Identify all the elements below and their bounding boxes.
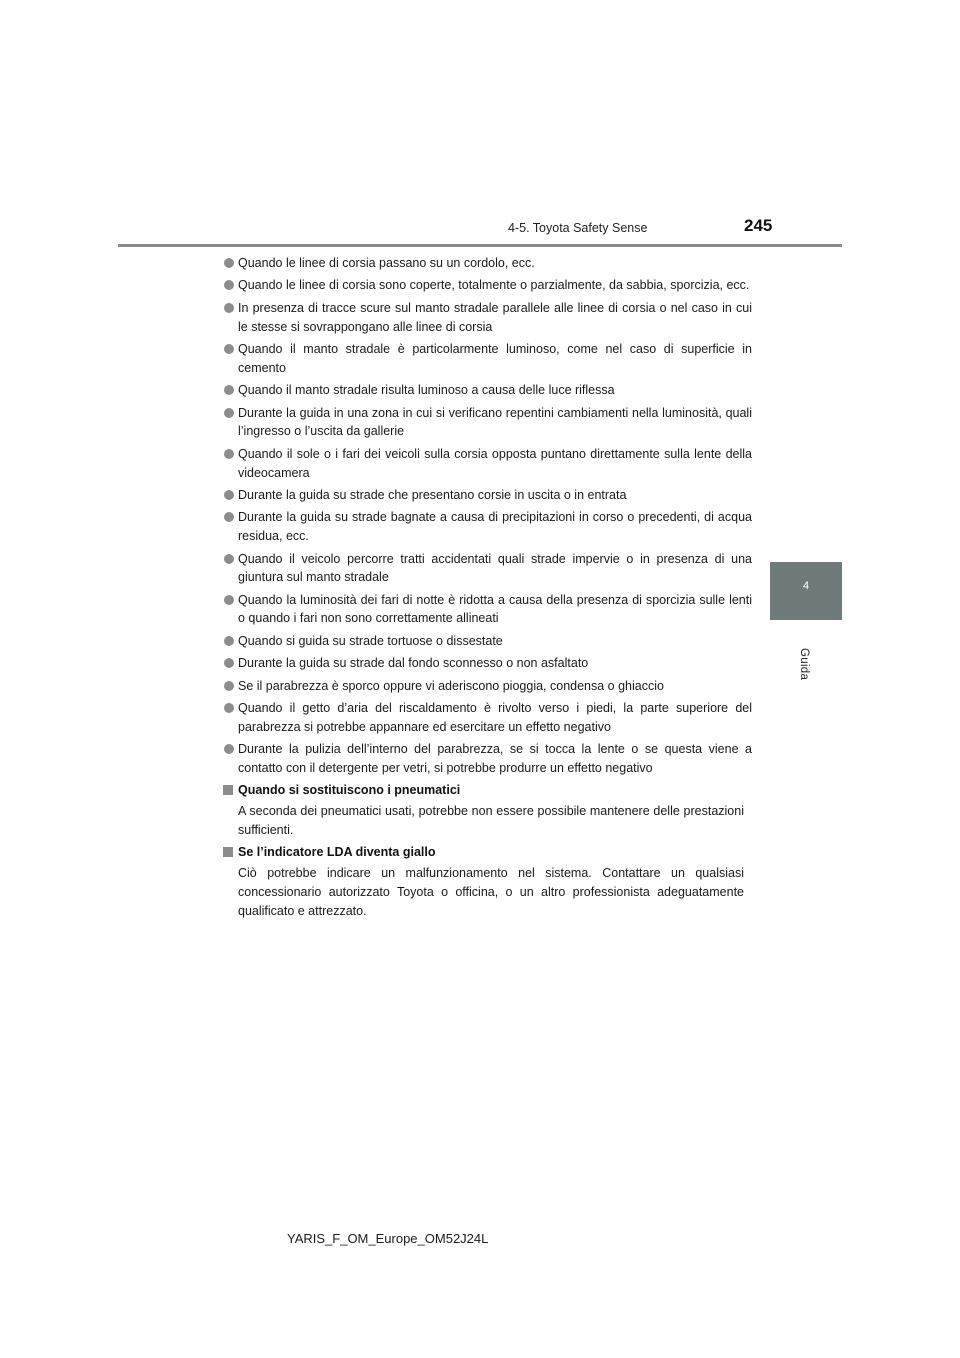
list-item-text: Durante la pulizia dell’interno del parabrezza, se si tocca la lente o se questa viene a contatto con il detergente per vetri, si potrebbe produrre un effetto negativo [238,742,752,776]
bullet-icon [224,658,234,668]
document-code: YARIS_F_OM_Europe_OM52J24L [287,1231,489,1246]
bullet-icon [224,258,234,268]
list-item [222,550,752,588]
section-body: A seconda dei pneumatici usati, potrebbe non essere possibile mantenere delle prestazioni sufficienti. [238,804,744,838]
list-item-text: Quando il sole o i fari dei veicoli sulla corsia opposta puntano direttamente sulla lente della videocamera [238,446,752,480]
section-title: Quando si sostituiscono i pneumatici [238,783,461,798]
bullet-icon [224,703,234,713]
bullet-icon [224,490,234,500]
list-item-text: Quando la luminosità dei fari di notte è ridotta a causa della presenza di sporcizia sulle lenti o quando i fari non sono correttamente allineati [238,592,752,626]
bullet-icon [224,636,234,646]
list-item [222,276,752,295]
list-item-text: In presenza di tracce scure sul manto stradale parallele alle linee di corsia o nel caso in cui le stesse si sovrappongano alle linee di corsia [238,300,752,334]
page-content [222,254,752,924]
list-item-text: Quando le linee di corsia passano su un cordolo, ecc. [238,256,535,270]
list-item-text: Quando il getto d’aria del riscaldamento è rivolto verso i piedi, la parte superiore del parabrezza si potrebbe appannare ed esercitare un effetto negativo [238,701,752,734]
section-title: Se l’indicatore LDA diventa giallo [238,845,436,860]
bullet-icon [224,408,234,418]
bullet-icon [224,681,234,691]
list-item-text: Durante la guida in una zona in cui si verificano repentini cambiamenti nella luminosità, quali l’ingresso o l’uscita da gallerie [238,405,752,439]
list-item-text: Quando il manto stradale è particolarmente luminoso, come nel caso di superficie in cemento [238,341,752,375]
list-item-text: Quando il veicolo percorre tratti accidentati quali strade impervie o in presenza di una giuntura sul manto stradale [238,551,752,585]
list-item [222,340,752,378]
chapter-number: 4 [802,580,810,592]
header-section-title: 4-5. Toyota Safety Sense [508,221,648,235]
list-item-text: Durante la guida su strade che presentano corsie in uscita o in entrata [238,487,627,502]
list-item [222,677,752,696]
bullet-icon [224,344,234,354]
list-item [222,740,752,778]
bullet-icon [224,554,234,564]
list-item [222,381,752,400]
square-bullet-icon [223,847,233,857]
section-lda-indicator [222,843,752,920]
list-item-text: Durante la guida su strade dal fondo sconnesso o non asfaltato [238,656,589,671]
chapter-label: Guida [798,648,810,681]
list-item [222,486,752,505]
list-item-text: Quando si guida su strade tortuose o dissestate [238,633,503,648]
square-bullet-icon [223,785,233,795]
bullet-icon [224,303,234,313]
bullet-icon [224,280,234,290]
list-item-text: Durante la guida su strade bagnate a causa di precipitazioni in corso o precedenti, di acqua residua, ecc. [238,510,752,544]
list-item-text: Quando il manto stradale risulta luminoso a causa delle luce riflessa [238,383,615,398]
list-item [222,699,752,737]
list-item-text: Se il parabrezza è sporco oppure vi aderiscono pioggia, condensa o ghiaccio [238,678,664,693]
bullet-icon [224,512,234,522]
bullet-icon [224,595,234,605]
list-item [222,508,752,546]
header-divider [118,244,842,247]
bullet-icon [224,385,234,395]
bullet-icon [224,744,234,754]
chapter-tab [770,562,842,620]
list-item [222,254,752,273]
page-number: 245 [744,216,773,235]
list-item-text: Quando le linee di corsia sono coperte, totalmente o parzialmente, da sabbia, sporcizia, ecc. [238,278,750,293]
list-item [222,591,752,629]
section-body: Ciò potrebbe indicare un malfunzionamento nel sistema. Contattare un qualsiasi concessionario autorizzato Toyota o officina, o un altro professionista adeguatamente qualificato e attrezzato. [238,866,744,918]
list-item [222,654,752,673]
list-item [222,632,752,651]
bullet-icon [224,449,234,459]
list-item [222,299,752,337]
list-item [222,404,752,442]
list-item [222,445,752,483]
section-tires [222,781,752,839]
